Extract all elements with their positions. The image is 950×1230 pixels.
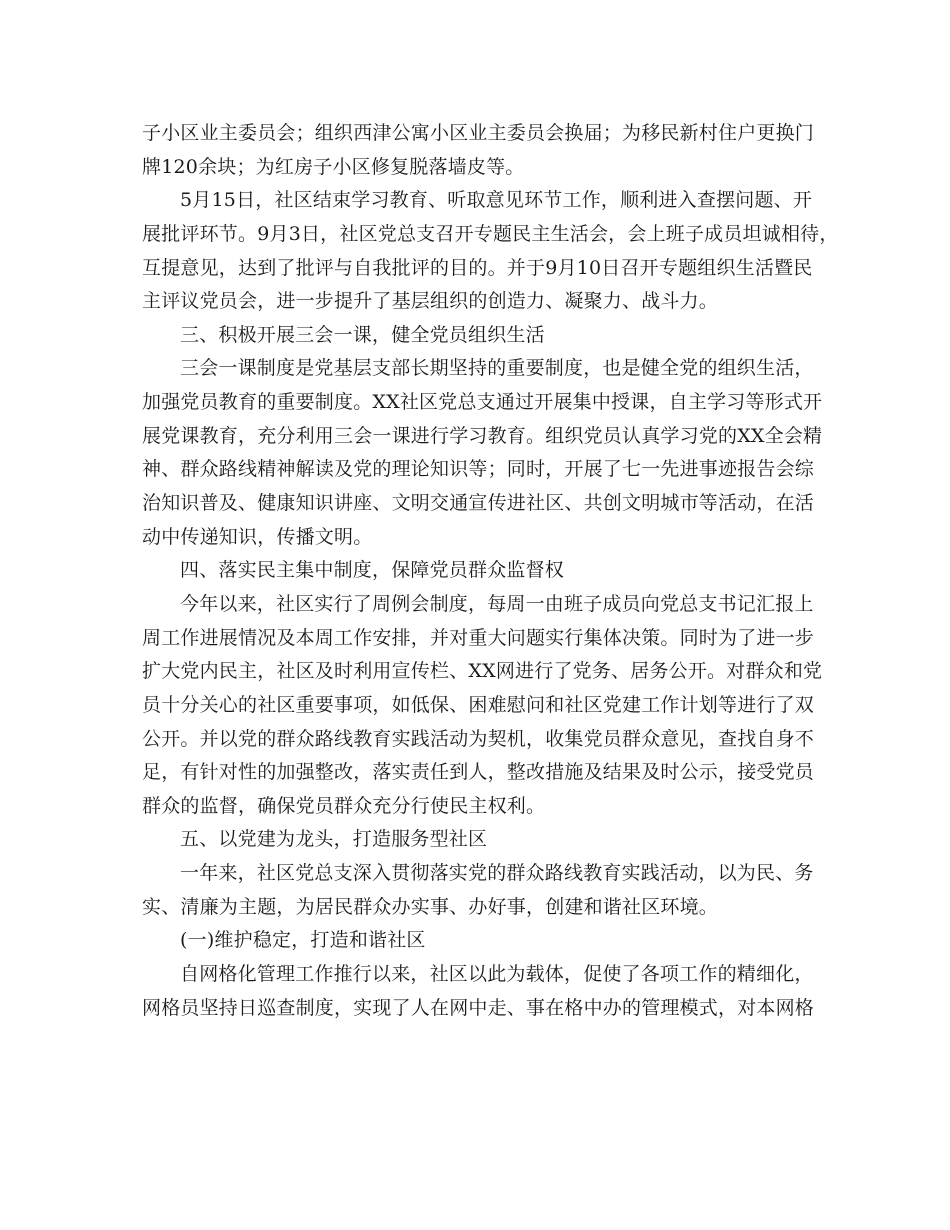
text-line: 展批评环节。9月3日，社区党总支召开专题民主生活会，会上班子成员坦诚相待， (142, 222, 839, 245)
text-line: 5月15日，社区结束学习教育、听取意见环节工作，顺利进入查摆问题、开 (180, 189, 813, 212)
text-line: 互提意见，达到了批评与自我批评的目的。并于9月10日召开专题组织生活暨民 (142, 256, 813, 279)
text-line: 群众的监督，确保党员群众充分行使民主权利。 (142, 794, 546, 817)
text-line: 一年来，社区党总支深入贯彻落实党的群众路线教育实践活动，以为民、务 (180, 862, 814, 885)
text-line: 三、积极开展三会一课，健全党员组织生活 (180, 323, 545, 346)
text-line: 自网格化管理工作推行以来，社区以此为载体，促使了各项工作的精细化， (180, 963, 814, 986)
text-line: 展党课教育，充分利用三会一课进行学习教育。组织党员认真学习党的XX全会精 (142, 424, 823, 447)
text-line: 网格员坚持日巡查制度，实现了人在网中走、事在格中办的管理模式，对本网格 (142, 996, 815, 1019)
text-line: 四、落实民主集中制度，保障党员群众监督权 (180, 559, 565, 582)
text-line: 公开。并以党的群众路线教育实践活动为契机，收集党员群众意见，查找自身不 (142, 727, 815, 750)
text-line: 牌120余块；为红房子小区修复脱落墙皮等。 (142, 155, 525, 178)
text-line: 实、清廉为主题，为居民群众办实事、办好事，创建和谐社区环境。 (142, 895, 719, 918)
text-line: 三会一课制度是党基层支部长期坚持的重要制度，也是健全党的组织生活， (180, 357, 814, 380)
text-line: 足，有针对性的加强整改，落实责任到人，整改措施及结果及时公示，接受党员 (142, 761, 815, 784)
text-line: 神、群众路线精神解读及党的理论知识等；同时，开展了七一先进事迹报告会综 (142, 458, 815, 481)
text-line: 五、以党建为龙头，打造服务型社区 (180, 828, 488, 851)
document-body (142, 117, 839, 1025)
text-line: 加强党员教育的重要制度。XX社区党总支通过开展集中授课，自主学习等形式开 (142, 391, 823, 414)
text-line: 员十分关心的社区重要事项，如低保、困难慰问和社区党建工作计划等进行了双 (142, 693, 815, 716)
text-line: 今年以来，社区实行了周例会制度，每周一由班子成员向党总支书记汇报上 (180, 592, 814, 615)
text-line: (一)维护稳定，打造和谐社区 (180, 929, 426, 952)
text-line: 子小区业主委员会；组织西津公寓小区业主委员会换届；为移民新村住户更换门 (142, 122, 815, 144)
text-line: 周工作进展情况及本周工作安排，并对重大问题实行集体决策。同时为了进一步 (142, 626, 815, 649)
text-line: 主评议党员会，进一步提升了基层组织的创造力、凝聚力、战斗力。 (142, 290, 719, 313)
text-line: 治知识普及、健康知识讲座、文明交通宣传进社区、共创文明城市等活动，在活 (142, 492, 815, 515)
text-line: 动中传递知识，传播文明。 (142, 525, 373, 548)
text-line: 扩大党内民主，社区及时利用宣传栏、XX网进行了党务、居务公开。对群众和党 (142, 660, 823, 683)
